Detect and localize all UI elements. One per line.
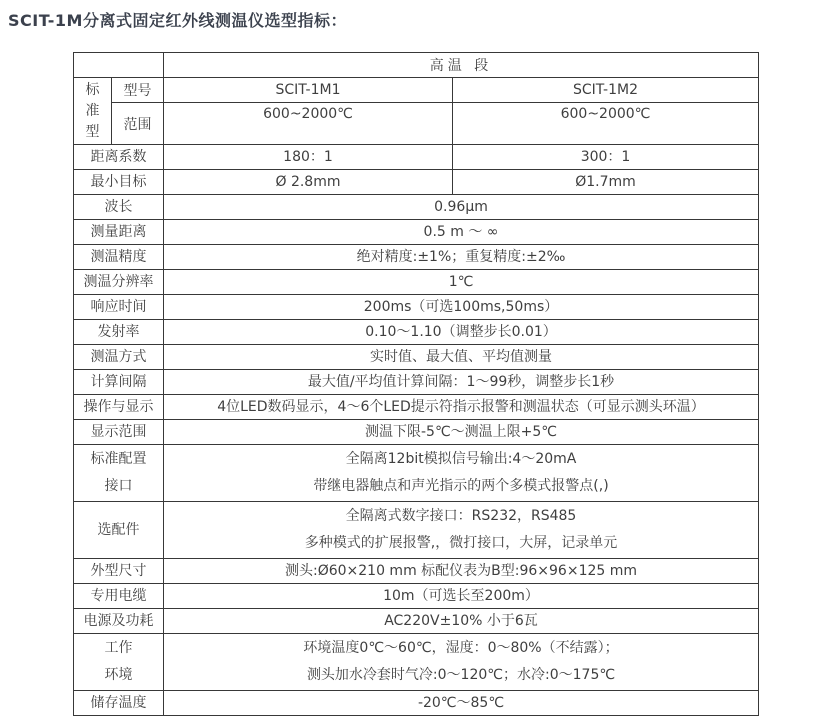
table-row xyxy=(74,691,759,716)
table-spec-rows xyxy=(74,195,759,716)
cell-line: -20℃～85℃ xyxy=(417,694,505,711)
cell-line: 测量距离 xyxy=(90,223,147,240)
cell-line: 操作与显示 xyxy=(83,398,154,415)
spec-value-cell xyxy=(164,634,759,691)
empty-corner-cell xyxy=(74,53,164,78)
range-2-cell: 600~2000℃ xyxy=(453,103,759,145)
spec-value-cell xyxy=(164,445,759,502)
table-row xyxy=(74,609,759,634)
table-row xyxy=(74,445,759,502)
model-label-cell: 型号 xyxy=(112,78,164,103)
spec-value-cell-2 xyxy=(453,145,759,170)
cell-line: 实时值、最大值、平均值测量 xyxy=(370,348,552,365)
table-row xyxy=(74,195,759,220)
cell-line: 带继电器触点和声光指示的两个多模式报警点(,) xyxy=(313,478,609,494)
cell-line: 测温下限-5℃～测温上限+5℃ xyxy=(364,423,558,440)
table-row xyxy=(74,145,759,170)
table-row-range xyxy=(74,103,759,145)
type-group-cell xyxy=(74,78,112,145)
cell-line: 1℃ xyxy=(448,273,474,290)
spec-value-cell xyxy=(164,195,759,220)
cell-line: 全隔离12bit模拟信号输出:4～20mA xyxy=(345,451,577,467)
cell-line: 环境 xyxy=(104,667,133,683)
cell-line: 距离系数 xyxy=(90,148,147,165)
range-1-cell: 600~2000℃ xyxy=(164,103,453,145)
spec-value-cell xyxy=(164,584,759,609)
table-row xyxy=(74,584,759,609)
spec-label-cell xyxy=(74,634,164,691)
spec-label-cell xyxy=(74,295,164,320)
cell-line: AC220V±10% 小于6瓦 xyxy=(384,612,538,629)
spec-value-cell xyxy=(164,691,759,716)
cell-line: 测温方式 xyxy=(90,348,147,365)
type-group-char: 准 xyxy=(85,102,100,119)
table-row xyxy=(74,170,759,195)
cell-line: 最大值/平均值计算间隔：1～99秒，调整步长1秒 xyxy=(307,373,615,390)
table-row xyxy=(74,245,759,270)
table-row-segment xyxy=(74,53,759,78)
spec-value-cell xyxy=(164,370,759,395)
cell-line: 0.10～1.10（调整步长0.01） xyxy=(365,323,557,340)
model-2-cell: SCIT-1M2 xyxy=(453,78,759,103)
spec-label-cell xyxy=(74,584,164,609)
cell-line: 储存温度 xyxy=(90,694,147,711)
table-row xyxy=(74,220,759,245)
spec-label-cell xyxy=(74,502,164,559)
spec-label-cell xyxy=(74,609,164,634)
cell-line: 电源及功耗 xyxy=(83,612,154,629)
page-title: SCIT-1M分离式固定红外线测温仪选型指标： xyxy=(8,11,347,30)
cell-line: 多种模式的扩展报警,，微打接口，大屏，记录单元 xyxy=(304,535,618,551)
cell-line: 180：1 xyxy=(283,148,333,165)
cell-line: 显示范围 xyxy=(90,423,147,440)
spec-value-cell-1 xyxy=(164,145,453,170)
cell-line: 环境温度0℃～60℃，湿度：0～80%（不结露）； xyxy=(303,640,619,656)
spec-value-cell-1 xyxy=(164,170,453,195)
table-row xyxy=(74,270,759,295)
cell-line: 4位LED数码显示，4～6个LED提示符指示报警和测温状态（可显示测头环温） xyxy=(217,398,705,415)
spec-label-cell xyxy=(74,270,164,295)
cell-line: 测头加水冷套时气冷:0～120℃；水冷:0～175℃ xyxy=(306,667,616,683)
cell-line: 标准配置 xyxy=(90,451,147,467)
table-row xyxy=(74,634,759,691)
spec-label-cell xyxy=(74,691,164,716)
spec-label-cell xyxy=(74,245,164,270)
cell-line: 最小目标 xyxy=(90,173,147,190)
table-split-rows xyxy=(74,145,759,195)
table-row xyxy=(74,295,759,320)
spec-table xyxy=(73,52,759,716)
spec-value-cell xyxy=(164,270,759,295)
cell-line: 计算间隔 xyxy=(90,373,147,390)
spec-value-cell xyxy=(164,295,759,320)
type-group-char: 型 xyxy=(85,123,100,140)
spec-label-cell xyxy=(74,559,164,584)
spec-label-cell xyxy=(74,195,164,220)
cell-line: 工作 xyxy=(104,640,133,656)
spec-label-cell xyxy=(74,220,164,245)
cell-line: Ø 2.8mm xyxy=(275,173,341,190)
cell-line: 专用电缆 xyxy=(90,587,147,604)
cell-line: 测头:Ø60×210 mm 标配仪表为B型:96×96×125 mm xyxy=(284,562,638,579)
table-row xyxy=(74,502,759,559)
temp-segment-header: 高温 段 xyxy=(164,53,759,78)
table-row xyxy=(74,420,759,445)
cell-line: 选配件 xyxy=(97,521,140,538)
cell-line: Ø1.7mm xyxy=(575,173,636,190)
spec-value-cell xyxy=(164,420,759,445)
spec-value-cell xyxy=(164,245,759,270)
table-header-rows xyxy=(74,53,759,145)
spec-label-cell xyxy=(74,145,164,170)
cell-line: 测温精度 xyxy=(90,248,147,265)
cell-line: 0.5 m ～ ∞ xyxy=(423,223,499,240)
cell-line: 300：1 xyxy=(580,148,631,165)
table-row-model xyxy=(74,78,759,103)
spec-label-cell xyxy=(74,320,164,345)
cell-line: 绝对精度:±1%；重复精度:±2‰ xyxy=(356,248,566,265)
cell-line: 外型尺寸 xyxy=(90,562,147,579)
type-group-char: 标 xyxy=(85,81,100,98)
cell-line: 10m（可选长至200m） xyxy=(383,587,539,604)
spec-value-cell xyxy=(164,502,759,559)
spec-value-cell xyxy=(164,395,759,420)
range-label-cell: 范围 xyxy=(112,103,164,145)
cell-line: 200ms（可选100ms,50ms） xyxy=(363,298,559,315)
spec-label-cell xyxy=(74,170,164,195)
table-row xyxy=(74,370,759,395)
spec-value-cell xyxy=(164,320,759,345)
model-1-cell: SCIT-1M1 xyxy=(164,78,453,103)
table-row xyxy=(74,559,759,584)
spec-value-cell-2 xyxy=(453,170,759,195)
cell-line: 接口 xyxy=(104,478,133,494)
cell-line: 0.96μm xyxy=(434,198,488,215)
cell-line: 波长 xyxy=(104,198,133,215)
cell-line: 发射率 xyxy=(97,323,140,340)
spec-label-cell xyxy=(74,370,164,395)
cell-line: 响应时间 xyxy=(90,298,147,315)
spec-value-cell xyxy=(164,345,759,370)
spec-label-cell xyxy=(74,420,164,445)
spec-value-cell xyxy=(164,220,759,245)
table-row xyxy=(74,320,759,345)
spec-label-cell xyxy=(74,445,164,502)
cell-line: 全隔离式数字接口：RS232，RS485 xyxy=(345,508,577,524)
cell-line: 测温分辨率 xyxy=(83,273,154,290)
spec-value-cell xyxy=(164,559,759,584)
spec-value-cell xyxy=(164,609,759,634)
table-row xyxy=(74,395,759,420)
table-row xyxy=(74,345,759,370)
spec-label-cell xyxy=(74,345,164,370)
spec-label-cell xyxy=(74,395,164,420)
